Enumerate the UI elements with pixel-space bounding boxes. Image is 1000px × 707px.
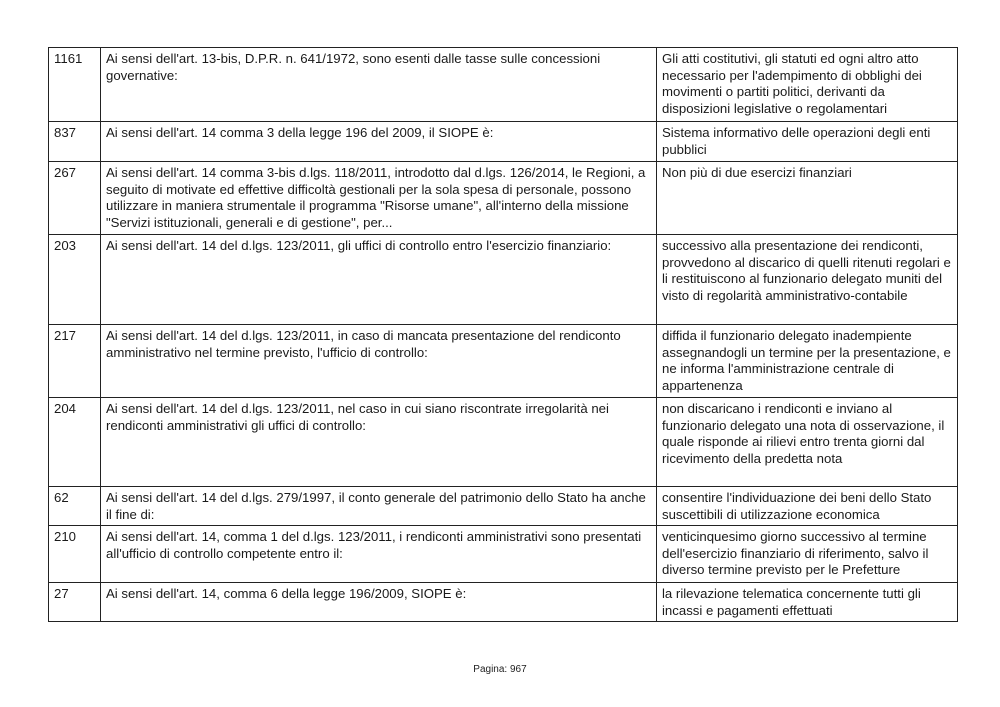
page-number: Pagina: 967: [473, 664, 527, 675]
table-row: [49, 162, 958, 235]
answer-text: la rilevazione telematica concernente tutti gli incassi e pagamenti effettuati: [657, 583, 958, 622]
answer-text: successivo alla presentazione dei rendiconti, provvedono al discarico di quelli ritenuti regolari e li restituiscono al funzionario delegato muniti del visto di regolarità amministrativo-contabile: [657, 235, 958, 325]
table-row: [49, 122, 958, 162]
table-row: [49, 583, 958, 622]
question-id: 1161: [49, 48, 101, 122]
question-text: Ai sensi dell'art. 14 del d.lgs. 123/2011, gli uffici di controllo entro l'esercizio finanziario:: [101, 235, 657, 325]
table-row: [49, 487, 958, 526]
question-id: 837: [49, 122, 101, 162]
question-text: Ai sensi dell'art. 14, comma 1 del d.lgs. 123/2011, i rendiconti amministrativi sono presentati all'ufficio di controllo competente entro il:: [101, 526, 657, 583]
table-row: [49, 398, 958, 487]
answer-text: Sistema informativo delle operazioni degli enti pubblici: [657, 122, 958, 162]
question-text: Ai sensi dell'art. 14 comma 3 della legge 196 del 2009, il SIOPE è:: [101, 122, 657, 162]
question-id: 204: [49, 398, 101, 487]
table-row: [49, 526, 958, 583]
answer-text: Non più di due esercizi finanziari: [657, 162, 958, 235]
answer-text: diffida il funzionario delegato inadempiente assegnandogli un termine per la presentazione, e ne informa l'amministrazione centrale di appartenenza: [657, 325, 958, 398]
answer-text: non discaricano i rendiconti e inviano al funzionario delegato una nota di osservazione, il quale risponde ai rilievi entro trenta giorni dal ricevimento della predetta nota: [657, 398, 958, 487]
question-text: Ai sensi dell'art. 14 del d.lgs. 123/2011, nel caso in cui siano riscontrate irregolarità nei rendiconti amministrativi gli uffici di controllo:: [101, 398, 657, 487]
question-text: Ai sensi dell'art. 14 comma 3-bis d.lgs. 118/2011, introdotto dal d.lgs. 126/2014, le Regioni, a seguito di motivate ed effettive difficoltà gestionali per la sola spesa di personale, possono utilizzare in maniera strumentale il programma "Risorse umane", all'interno della missione "Servizi istituzionali, generali e di gestione", per...: [101, 162, 657, 235]
question-id: 27: [49, 583, 101, 622]
question-table: [48, 47, 958, 622]
question-text: Ai sensi dell'art. 13-bis, D.P.R. n. 641/1972, sono esenti dalle tasse sulle concessioni governative:: [101, 48, 657, 122]
question-text: Ai sensi dell'art. 14 del d.lgs. 123/2011, in caso di mancata presentazione del rendiconto amministrativo nel termine previsto, l'ufficio di controllo:: [101, 325, 657, 398]
answer-text: consentire l'individuazione dei beni dello Stato suscettibili di utilizzazione economica: [657, 487, 958, 526]
question-id: 62: [49, 487, 101, 526]
table-row: [49, 235, 958, 325]
table-row: [49, 325, 958, 398]
question-id: 210: [49, 526, 101, 583]
question-id: 267: [49, 162, 101, 235]
answer-text: Gli atti costitutivi, gli statuti ed ogni altro atto necessario per l'adempimento di obblighi dei movimenti o partiti politici, derivanti da disposizioni legislative o regolamentari: [657, 48, 958, 122]
question-id: 203: [49, 235, 101, 325]
question-text: Ai sensi dell'art. 14, comma 6 della legge 196/2009, SIOPE è:: [101, 583, 657, 622]
question-id: 217: [49, 325, 101, 398]
question-text: Ai sensi dell'art. 14 del d.lgs. 279/1997, il conto generale del patrimonio dello Stato ha anche il fine di:: [101, 487, 657, 526]
table-row: [49, 48, 958, 122]
answer-text: venticinquesimo giorno successivo al termine dell'esercizio finanziario di riferimento, salvo il diverso termine previsto per le Prefetture: [657, 526, 958, 583]
